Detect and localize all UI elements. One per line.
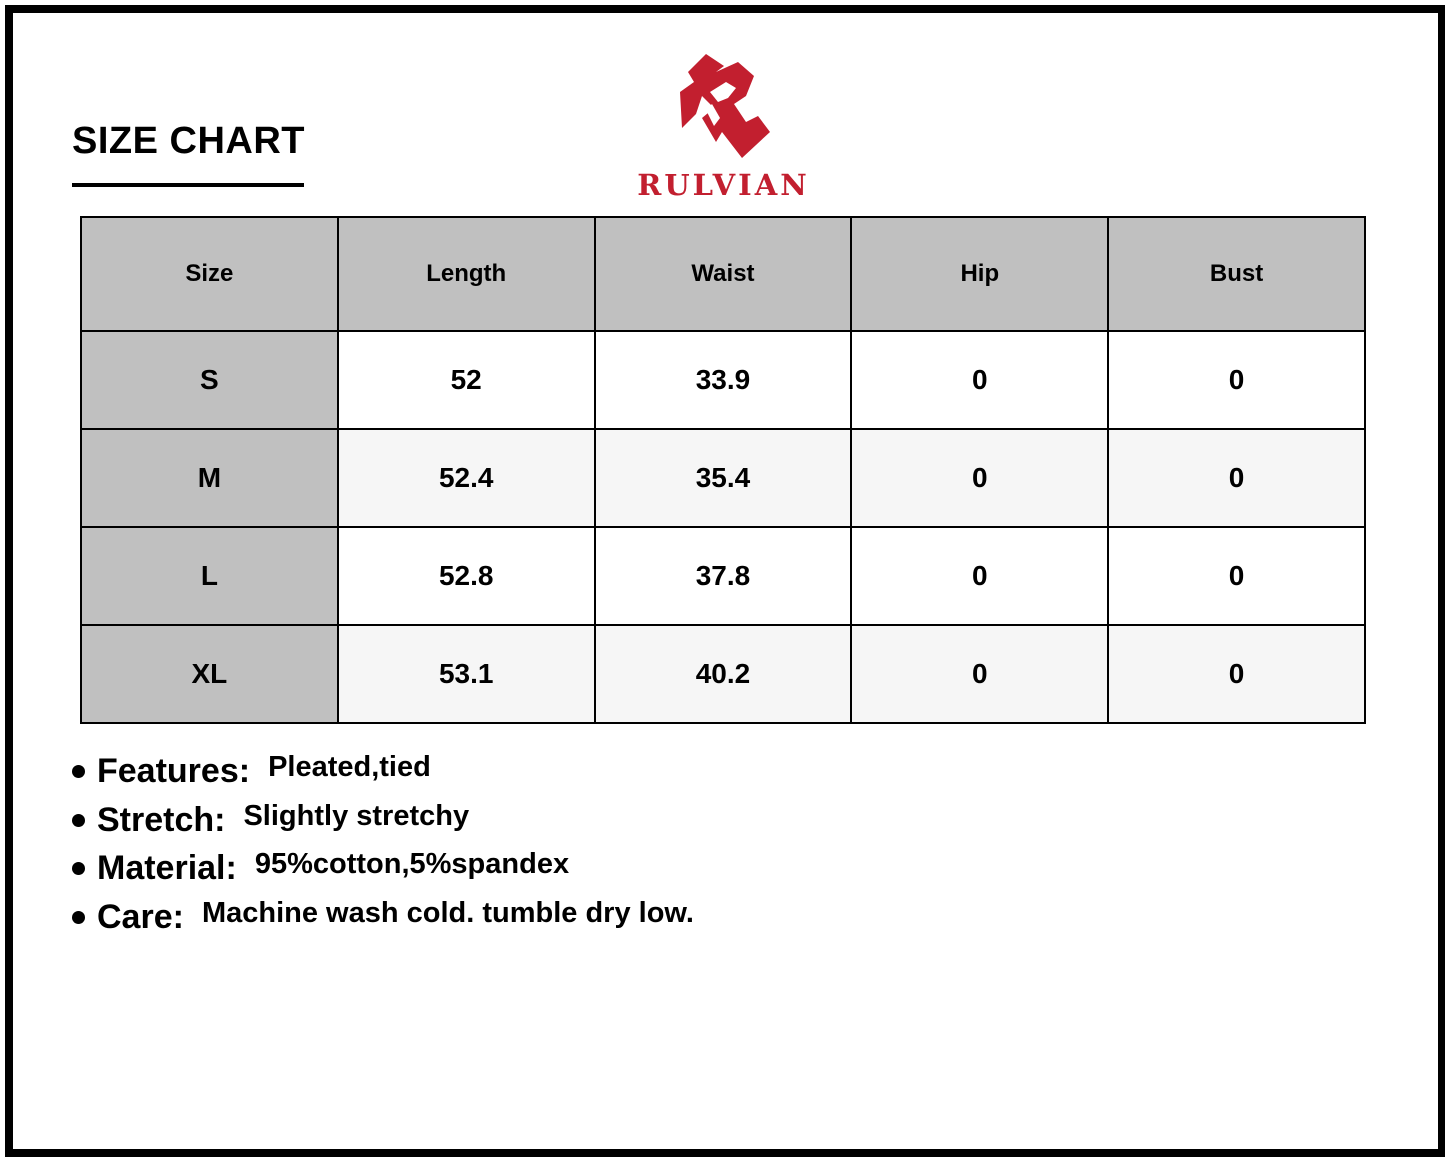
header-length: Length — [338, 217, 595, 331]
table-cell: 0 — [1108, 429, 1365, 527]
header-bust: Bust — [1108, 217, 1365, 331]
table-cell: 33.9 — [595, 331, 852, 429]
spec-value: 95%cotton,5%spandex — [254, 848, 570, 880]
table-row — [81, 527, 1365, 625]
table-cell: 0 — [1108, 625, 1365, 723]
brand-name: RULVIAN — [637, 168, 810, 202]
bullet-icon — [72, 765, 85, 778]
table-cell: 52.8 — [338, 527, 595, 625]
table-cell: 0 — [851, 527, 1108, 625]
spec-value: Machine wash cold. tumble dry low. — [201, 896, 694, 929]
spec-label: Care: — [97, 897, 184, 936]
brand-r-icon — [676, 52, 776, 162]
table-cell: 0 — [851, 625, 1108, 723]
table-cell: 0 — [851, 429, 1108, 527]
spec-stretch — [72, 801, 694, 850]
product-specs — [72, 752, 694, 946]
table-cell: 52 — [338, 331, 595, 429]
table-cell: 0 — [1108, 527, 1365, 625]
table-cell: 0 — [1108, 331, 1365, 429]
table-row — [81, 625, 1365, 723]
header-hip: Hip — [851, 217, 1108, 331]
title-underline — [72, 183, 304, 187]
spec-label: Stretch: — [97, 800, 226, 839]
table-cell: 52.4 — [338, 429, 595, 527]
size-table — [80, 216, 1366, 724]
spec-label: Features: — [97, 752, 251, 790]
table-cell: 40.2 — [595, 625, 852, 723]
table-header-row — [81, 217, 1365, 331]
header-size: Size — [81, 217, 338, 331]
table-cell-size: M — [81, 429, 338, 527]
brand-logo — [626, 52, 821, 202]
spec-features — [72, 752, 694, 801]
table-cell-size: L — [81, 527, 338, 625]
page-title: SIZE CHART — [72, 120, 305, 162]
table-cell-size: XL — [81, 625, 338, 723]
table-row — [81, 429, 1365, 527]
bullet-icon — [72, 862, 85, 875]
table-cell: 35.4 — [595, 429, 852, 527]
table-cell: 37.8 — [595, 527, 852, 625]
bullet-icon — [72, 814, 85, 827]
table-cell: 53.1 — [338, 625, 595, 723]
spec-label: Material: — [97, 849, 237, 887]
spec-material — [72, 849, 694, 898]
table-cell-size: S — [81, 331, 338, 429]
spec-value: Pleated,tied — [268, 751, 431, 783]
bullet-icon — [72, 911, 85, 924]
header-waist: Waist — [595, 217, 852, 331]
table-cell: 0 — [851, 331, 1108, 429]
table-row — [81, 331, 1365, 429]
spec-care — [72, 898, 694, 947]
spec-value: Slightly stretchy — [243, 799, 470, 832]
